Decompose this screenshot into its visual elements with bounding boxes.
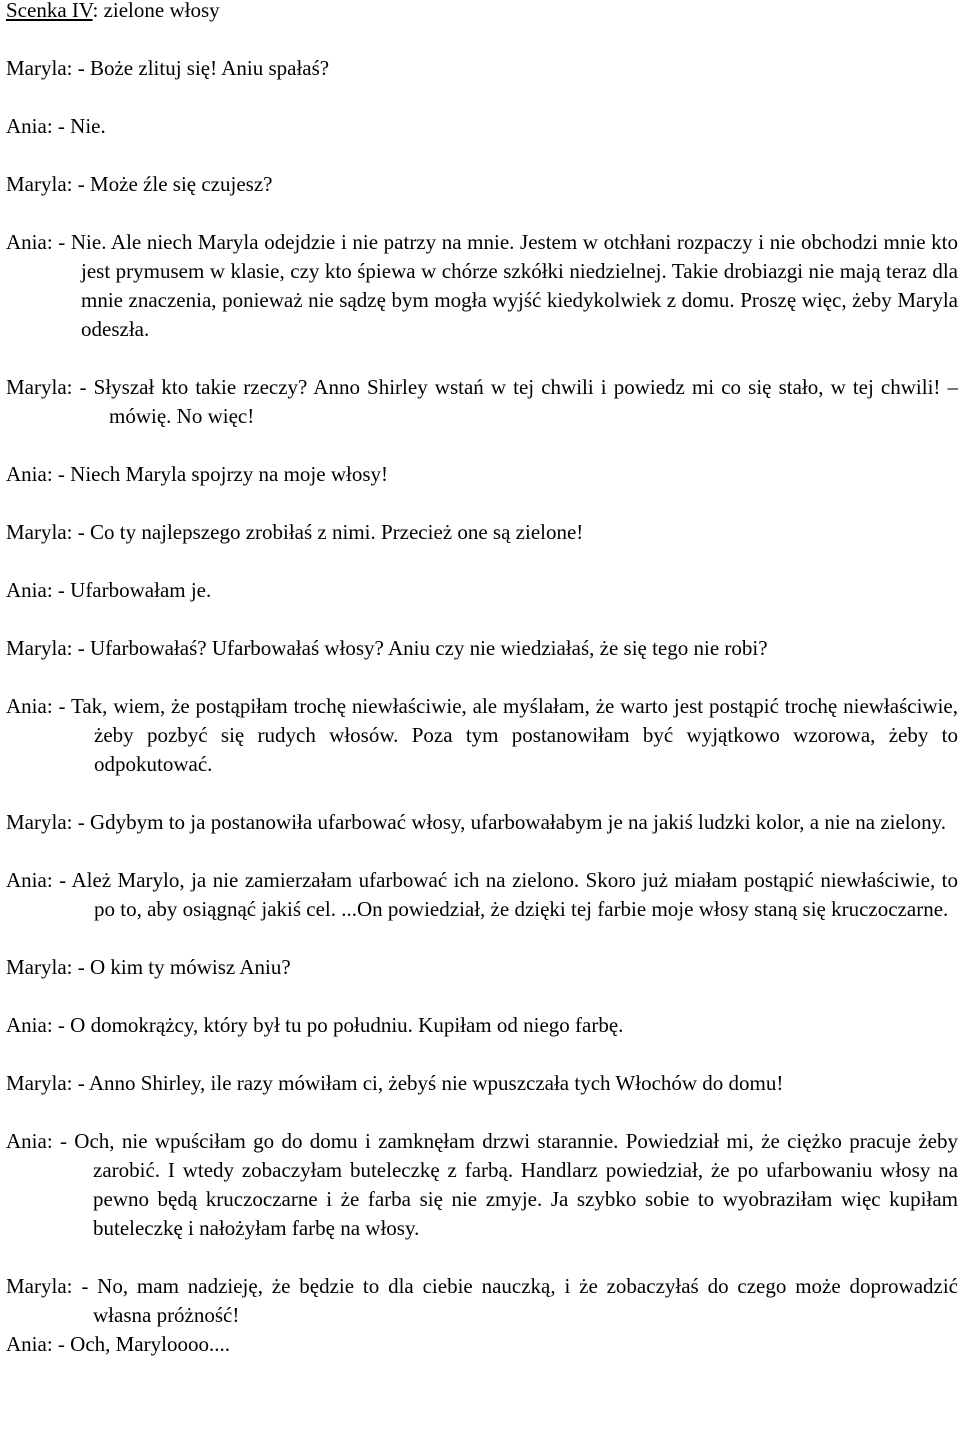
dialogue-text: - Gdybym to ja postanowiła ufarbować włosy, ufarbowałabym je na jakiś ludzki kolor, a nie na zielony. (72, 810, 947, 834)
dialogue-text: - Och, nie wpuściłam go do domu i zamknęłam drzwi starannie. Powiedział mi, że ciężko pracuje żeby zarobić. I wtedy zobaczyłam buteleczkę z farbą. Handlarz powiedział, że po ufarbowaniu włosy na pewno będą kruczoczarne i że farba się nie zmyje. Ja szybko sobie to wyobraziłam więc kupiłam buteleczkę i nałożyłam farbę na włosy. (52, 1129, 958, 1240)
dialogue-text: - Co ty najlepszego zrobiłaś z nimi. Przecież one są zielone! (72, 520, 584, 544)
dialogue-text: - Ufarbowałaś? Ufarbowałaś włosy? Aniu czy nie wiedziałaś, że się tego nie robi? (72, 636, 768, 660)
speaker-name: Ania: (6, 1332, 53, 1356)
speaker-name: Maryla: (6, 810, 73, 834)
speaker-name: Maryla: (6, 636, 73, 660)
dialogue-line (6, 54, 958, 83)
dialogue-text: - Nie. (52, 114, 106, 138)
speaker-name: Maryla: (6, 1274, 73, 1298)
dialogue-text: - O domokrążcy, który był tu po południu. Kupiłam od niego farbę. (52, 1013, 624, 1037)
speaker-name: Ania: (6, 1129, 53, 1153)
dialogue-line (6, 518, 958, 547)
speaker-name: Ania: (6, 230, 53, 254)
document-page (6, 0, 958, 1388)
dialogue-line (6, 373, 958, 431)
dialogue-line (6, 1069, 958, 1098)
scene-subtitle: : zielone włosy (92, 0, 220, 22)
speaker-name: Maryla: (6, 375, 73, 399)
speaker-name: Ania: (6, 578, 53, 602)
dialogue-text: - Może źle się czujesz? (72, 172, 273, 196)
dialogue-line (6, 1127, 958, 1243)
dialogue-line (6, 460, 958, 489)
dialogue-line (6, 112, 958, 141)
dialogue-line (6, 634, 958, 663)
speaker-name: Maryla: (6, 1071, 73, 1095)
speaker-name: Maryla: (6, 520, 73, 544)
dialogue-line (6, 866, 958, 924)
dialogue-line (6, 170, 958, 199)
speaker-name: Ania: (6, 694, 53, 718)
dialogue-text: - No, mam nadzieję, że będzie to dla ciebie nauczką, i że zobaczyłaś do czego może doprowadzić własna próżność! (72, 1274, 958, 1327)
speaker-name: Maryla: (6, 56, 73, 80)
speaker-name: Maryla: (6, 172, 73, 196)
dialogue-text: - O kim ty mówisz Aniu? (72, 955, 291, 979)
dialogue-line (6, 1330, 958, 1359)
dialogue-line (6, 953, 958, 982)
dialogue-line (6, 692, 958, 779)
dialogue-text: - Och, Maryloooo.... (52, 1332, 230, 1356)
speaker-name: Ania: (6, 114, 53, 138)
speaker-name: Ania: (6, 868, 53, 892)
dialogue-line (6, 1272, 958, 1330)
dialogue-text: - Boże zlituj się! Aniu spałaś? (72, 56, 330, 80)
dialogue-line (6, 576, 958, 605)
speaker-name: Ania: (6, 462, 53, 486)
scene-label: Scenka IV (6, 0, 93, 22)
dialogue-line (6, 1011, 958, 1040)
dialogue-text: - Niech Maryla spojrzy na moje włosy! (52, 462, 388, 486)
speaker-name: Ania: (6, 1013, 53, 1037)
speaker-name: Maryla: (6, 955, 73, 979)
dialogue-line (6, 808, 958, 837)
dialogue-text: - Nie. Ale niech Maryla odejdzie i nie patrzy na mnie. Jestem w otchłani rozpaczy i nie obchodzi mnie kto jest prymusem w klasie, czy kto śpiewa w chórze szkółki niedzielnej. Takie drobiazgi nie mają teraz dla mnie znaczenia, ponieważ nie sądzę bym mogła wyjść kiedykolwiek z domu. Proszę więc, żeby Maryla odeszła. (52, 230, 958, 341)
dialogue-text: - Słyszał kto takie rzeczy? Anno Shirley wstań w tej chwili i powiedz mi co się stało, w tej chwili! – mówię. No więc! (72, 375, 958, 428)
dialogue-text: - Ależ Marylo, ja nie zamierzałam ufarbować ich na zielono. Skoro już miałam postąpić niewłaściwie, to po to, aby osiągnąć jakiś cel. ...On powiedział, że dzięki tej farbie moje włosy staną się kruczoczarne. (52, 868, 958, 921)
dialogue-text: - Ufarbowałam je. (52, 578, 212, 602)
scene-title (6, 0, 958, 25)
dialogue-text: - Tak, wiem, że postąpiłam trochę niewłaściwie, ale myślałam, że warto jest postąpić trochę niewłaściwie, żeby pozbyć się rudych włosów. Poza tym postanowiłam być wyjątkowo wzorowa, żeby to odpokutować. (52, 694, 958, 776)
dialogue-text: - Anno Shirley, ile razy mówiłam ci, żebyś nie wpuszczała tych Włochów do domu! (72, 1071, 784, 1095)
dialogue-line (6, 228, 958, 344)
